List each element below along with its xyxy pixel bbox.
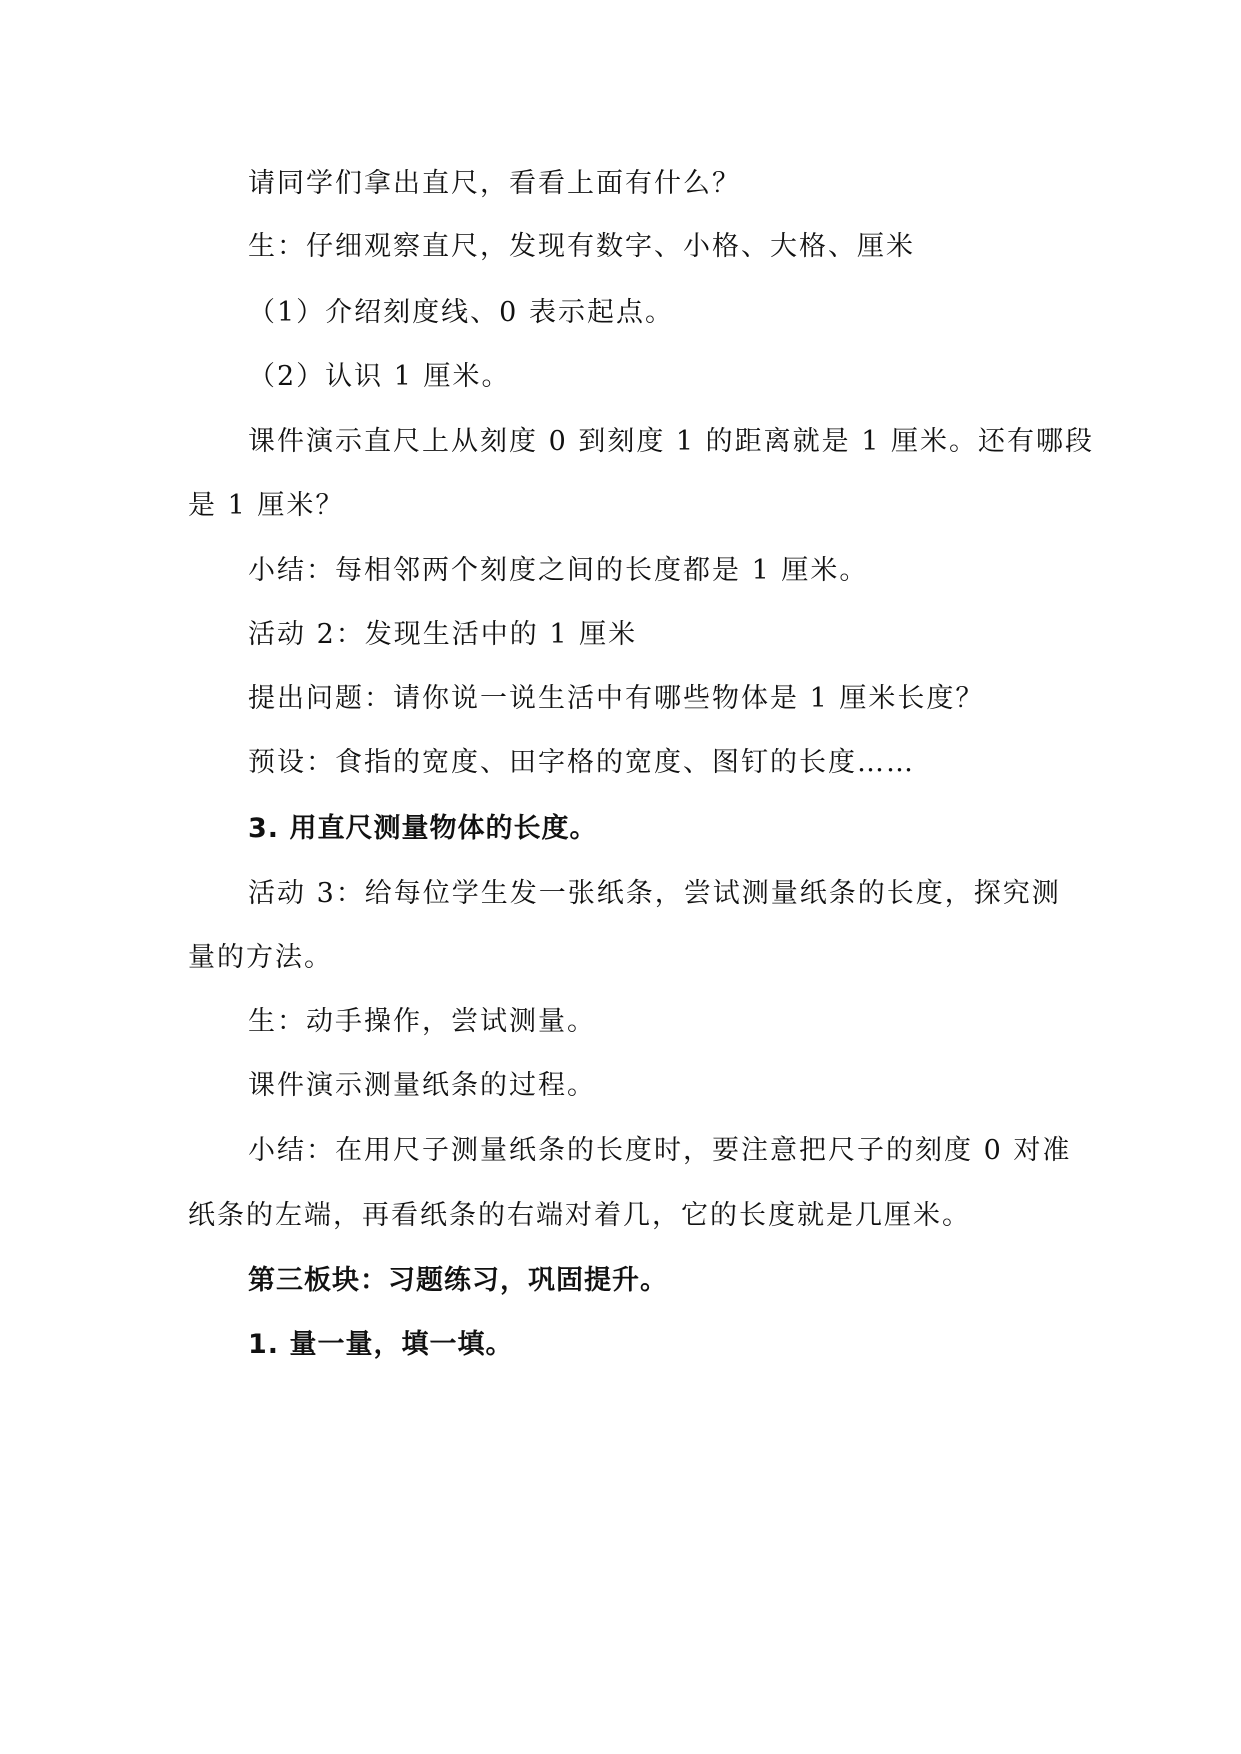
paragraph-line: 课件演示直尺上从刻度 0 到刻度 1 的距离就是 1 厘米。还有哪段: [248, 426, 1095, 457]
paragraph-line: 生：仔细观察直尺，发现有数字、小格、大格、厘米: [248, 231, 915, 262]
section-heading: 3. 用直尺测量物体的长度。: [248, 813, 598, 844]
paragraph-line: 提出问题：请你说一说生活中有哪些物体是 1 厘米长度？: [248, 683, 985, 714]
paragraph-line: 量的方法。: [188, 942, 333, 973]
activity-heading: 活动 2：发现生活中的 1 厘米: [248, 619, 638, 650]
paragraph-line: 活动 3：给每位学生发一张纸条，尝试测量纸条的长度，探究测: [248, 878, 1061, 909]
paragraph-line: 请同学们拿出直尺，看看上面有什么？: [248, 168, 741, 199]
list-item: （1）介绍刻度线、0 表示起点。: [248, 297, 674, 328]
paragraph-line: 是 1 厘米？: [188, 490, 345, 521]
exercise-heading: 1. 量一量，填一填。: [248, 1329, 514, 1360]
paragraph-line: 纸条的左端，再看纸条的右端对着几，它的长度就是几厘米。: [188, 1200, 971, 1231]
paragraph-line: 生：动手操作，尝试测量。: [248, 1006, 596, 1037]
summary-line: 小结：每相邻两个刻度之间的长度都是 1 厘米。: [248, 555, 869, 586]
section-heading: 第三板块：习题练习，巩固提升。: [248, 1265, 668, 1296]
list-item: （2）认识 1 厘米。: [248, 361, 511, 392]
paragraph-line: 预设：食指的宽度、田字格的宽度、图钉的长度……: [248, 747, 915, 778]
paragraph-line: 课件演示测量纸条的过程。: [248, 1070, 596, 1101]
summary-line: 小结：在用尺子测量纸条的长度时，要注意把尺子的刻度 0 对准: [248, 1135, 1072, 1166]
